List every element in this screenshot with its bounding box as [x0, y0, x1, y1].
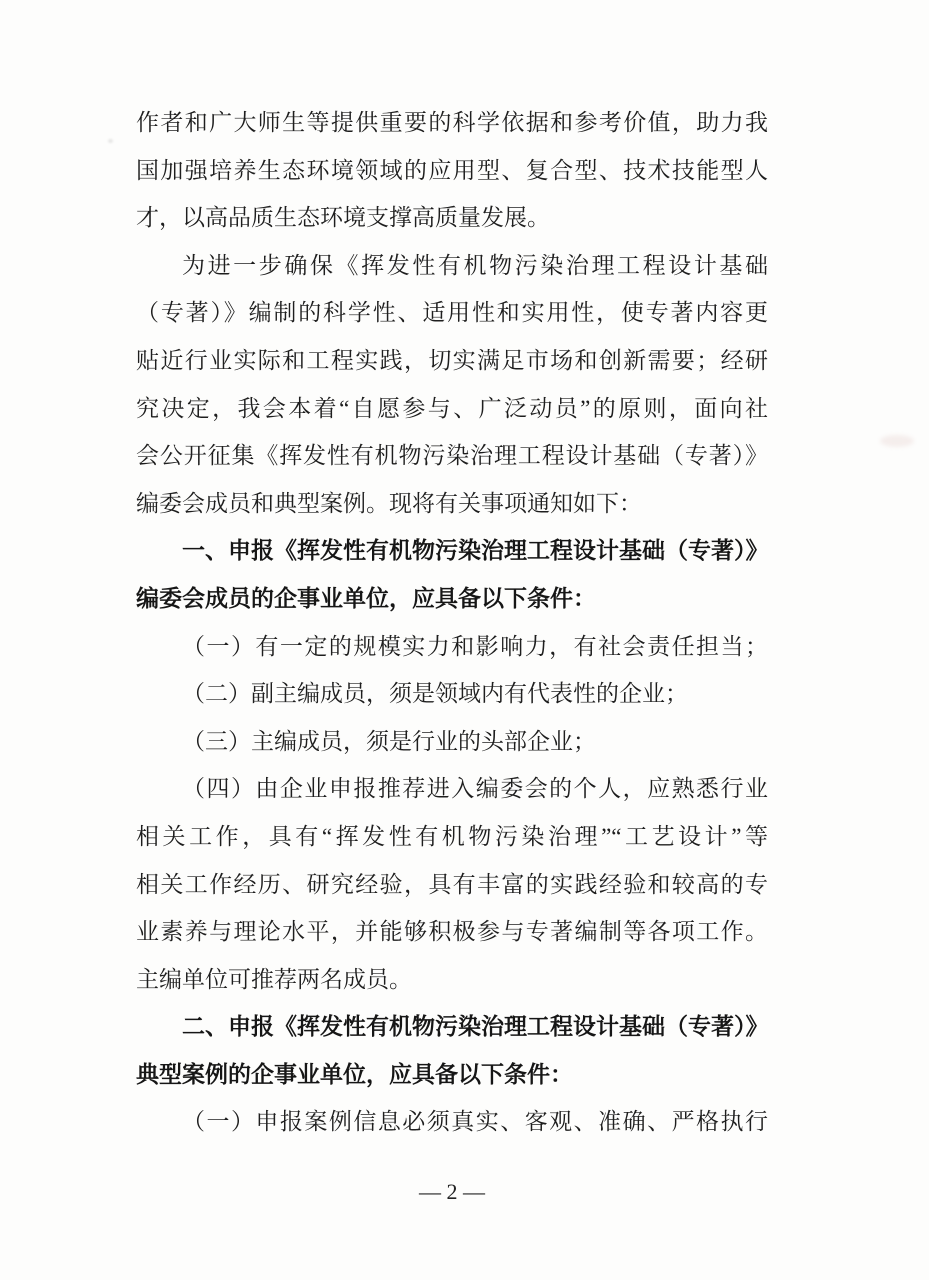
section-heading-1: 一、申报《挥发性有机物污染治理工程设计基础（专著）》: [182, 538, 768, 564]
text-line: 会公开征集《挥发性有机物污染治理工程设计基础（专著）》: [136, 443, 768, 469]
text-line: 贴近行业实际和工程实践，切实满足市场和创新需要；经研: [136, 347, 768, 373]
text-line: 国加强培养生态环境领域的应用型、复合型、技术技能型人: [136, 157, 768, 183]
text-line: （二）副主编成员，须是领域内有代表性的企业；: [182, 681, 688, 707]
section-heading-2: 二、申报《挥发性有机物污染治理工程设计基础（专著）》: [182, 1014, 768, 1040]
text-line: 业素养与理论水平，并能够积极参与专著编制等各项工作。: [136, 919, 768, 945]
text-line: 相关工作，具有“挥发性有机物污染治理”“工艺设计”等: [136, 823, 768, 849]
section-heading-1-continued: 编委会成员的企事业单位，应具备以下条件：: [136, 585, 596, 611]
scan-speck: [108, 139, 113, 143]
text-line: （三）主编成员，须是行业的头部企业；: [182, 728, 596, 754]
text-line: 才，以高品质生态环境支撑高质量发展。: [136, 205, 550, 231]
text-line: 编委会成员和典型案例。现将有关事项通知如下：: [136, 490, 642, 516]
page-number: — 2 —: [419, 1179, 485, 1204]
section-heading-2-continued: 典型案例的企事业单位，应具备以下条件：: [136, 1061, 573, 1087]
text-line: （一）有一定的规模实力和影响力，有社会责任担当；: [182, 633, 768, 659]
text-line: （四）由企业申报推荐进入编委会的个人，应熟悉行业: [182, 776, 768, 802]
text-line: 主编单位可推荐两名成员。: [136, 966, 412, 992]
text-line: （专著）》编制的科学性、适用性和实用性，使专著内容更: [136, 300, 768, 326]
text-line: 为进一步确保《挥发性有机物污染治理工程设计基础: [182, 252, 768, 278]
text-line: 究决定，我会本着“自愿参与、广泛动员”的原则，面向社: [136, 395, 768, 421]
document-body: [136, 99, 768, 1146]
scan-smudge: [880, 435, 914, 447]
text-line: （一）申报案例信息必须真实、客观、准确、严格执行: [182, 1109, 768, 1135]
text-line: 作者和广大师生等提供重要的科学依据和参考价值，助力我: [136, 110, 768, 135]
text-line: 相关工作经历、研究经验，具有丰富的实践经验和较高的专: [136, 871, 768, 897]
